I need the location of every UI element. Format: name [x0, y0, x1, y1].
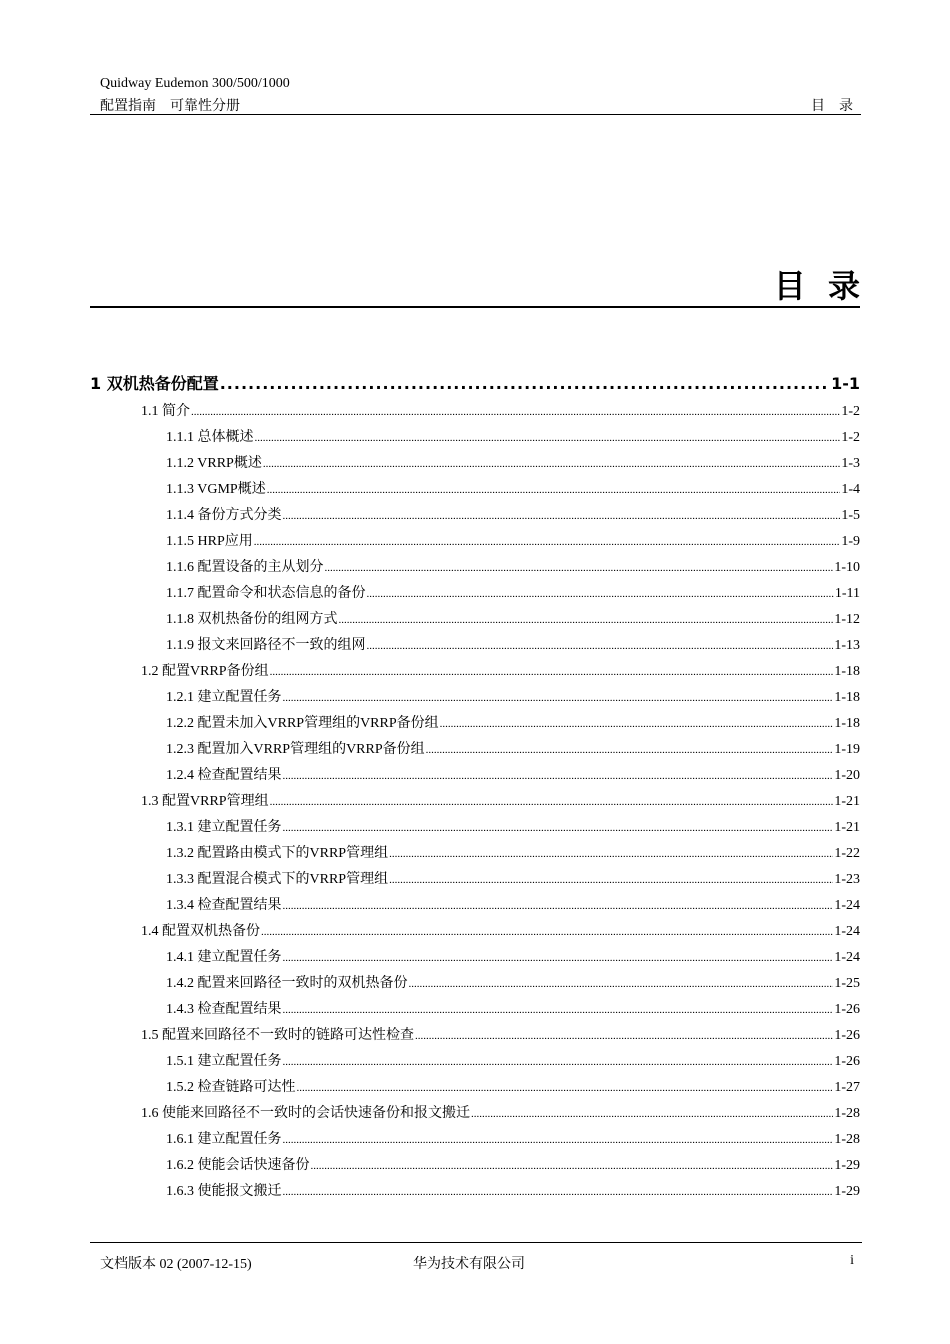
toc-entry[interactable]	[90, 399, 860, 425]
toc-entry-label: 1.1.5 HRP应用	[166, 534, 253, 549]
toc-entry[interactable]	[90, 1153, 860, 1179]
toc-dot-leader	[220, 369, 830, 399]
toc-entry[interactable]	[90, 1023, 860, 1049]
toc-entry-label: 1.4.3 检查配置结果	[166, 1002, 282, 1017]
toc-dot-leader	[270, 789, 834, 815]
toc-dot-leader	[255, 425, 841, 451]
toc-entry-page: 1-26	[834, 1002, 860, 1017]
page-header	[90, 74, 861, 115]
toc-entry-page: 1-27	[834, 1080, 860, 1095]
toc-entry-page: 1-18	[834, 690, 860, 705]
toc-entry-page: 1-12	[834, 612, 860, 627]
toc-entry-page: 1-24	[834, 924, 860, 939]
toc-entry-page: 1-9	[841, 534, 860, 549]
toc-entry[interactable]	[90, 789, 860, 815]
toc-entry[interactable]	[90, 555, 860, 581]
toc-entry-page: 1-21	[834, 820, 860, 835]
toc-dot-leader	[267, 477, 841, 503]
toc-dot-leader	[409, 971, 834, 997]
toc-entry[interactable]	[90, 893, 860, 919]
toc-entry-label: 1.1.9 报文来回路径不一致的组网	[166, 638, 366, 653]
toc-dot-leader	[283, 1179, 834, 1205]
page-number: i	[850, 1253, 854, 1268]
toc-entry-label: 1.1.2 VRRP概述	[166, 456, 262, 471]
toc-entry[interactable]	[90, 711, 860, 737]
toc-entry-page: 1-22	[834, 846, 860, 861]
toc-entry-label: 1.2.1 建立配置任务	[166, 690, 282, 705]
document-version: 文档版本 02 (2007-12-15)	[100, 1257, 252, 1272]
toc-dot-leader	[471, 1101, 833, 1127]
toc-dot-leader	[297, 1075, 834, 1101]
toc-entry-page: 1-28	[834, 1132, 860, 1147]
toc-entry-page: 1-10	[834, 560, 860, 575]
toc-entry-label: 1.4 配置双机热备份	[141, 924, 260, 939]
toc-entry-page: 1-4	[841, 482, 860, 497]
toc-dot-leader	[283, 1127, 834, 1153]
toc-entry[interactable]	[90, 971, 860, 997]
toc-entry-label: 1.1.7 配置命令和状态信息的备份	[166, 586, 366, 601]
toc-entry-label: 1.6 使能来回路径不一致时的会话快速备份和报文搬迁	[141, 1106, 470, 1121]
toc-entry-label: 1.4.1 建立配置任务	[166, 950, 282, 965]
toc-dot-leader	[389, 841, 833, 867]
toc-dot-leader	[263, 451, 841, 477]
toc-entry-page: 1-5	[841, 508, 860, 523]
toc-entry[interactable]	[90, 451, 860, 477]
toc-dot-leader	[283, 997, 834, 1023]
toc-dot-leader	[426, 737, 834, 763]
toc-entry-label: 1.4.2 配置来回路径一致时的双机热备份	[166, 976, 408, 991]
toc-entry-label: 1.3.3 配置混合模式下的VRRP管理组	[166, 872, 389, 887]
toc-entry-page: 1-18	[834, 664, 860, 679]
toc-entry-page: 1-21	[834, 794, 860, 809]
toc-entry[interactable]	[90, 503, 860, 529]
toc-entry-label: 1.6.2 使能会话快速备份	[166, 1158, 310, 1173]
toc-entry-label: 1.2.4 检查配置结果	[166, 768, 282, 783]
toc-entry-page: 1-29	[834, 1184, 860, 1199]
toc-entry-page: 1-26	[834, 1028, 860, 1043]
toc-entry-label: 1.1 简介	[141, 404, 190, 419]
manual-title: 配置指南 可靠性分册	[100, 99, 240, 114]
toc-entry-page: 1-18	[834, 716, 860, 731]
product-name: Quidway Eudemon 300/500/1000	[100, 76, 290, 91]
toc-dot-leader	[283, 1049, 834, 1075]
toc-entry[interactable]	[90, 1075, 860, 1101]
toc-entry-page: 1-3	[841, 456, 860, 471]
toc-entry-label: 1.6.3 使能报文搬迁	[166, 1184, 282, 1199]
toc-entry-label: 1.2 配置VRRP备份组	[141, 664, 269, 679]
toc-entry-page: 1-26	[834, 1054, 860, 1069]
toc-entry-page: 1-2	[841, 404, 860, 419]
toc-dot-leader	[254, 529, 841, 555]
toc-dot-leader	[339, 607, 834, 633]
page-title: 目 录	[90, 266, 860, 308]
toc-entry[interactable]	[90, 369, 860, 399]
toc-entry[interactable]	[90, 1179, 860, 1205]
toc-entry-label: 1.2.2 配置未加入VRRP管理组的VRRP备份组	[166, 716, 439, 731]
toc-entry-page: 1-11	[834, 586, 860, 601]
toc-dot-leader	[311, 1153, 834, 1179]
section-name: 目 录	[811, 99, 853, 114]
toc-entry[interactable]	[90, 607, 860, 633]
toc-entry-page: 1-20	[834, 768, 860, 783]
toc-dot-leader	[389, 867, 833, 893]
toc-dot-leader	[440, 711, 834, 737]
toc-entry-label: 1.1.8 双机热备份的组网方式	[166, 612, 338, 627]
toc-entry[interactable]	[90, 659, 860, 685]
toc-dot-leader	[325, 555, 834, 581]
toc-entry-page: 1-19	[834, 742, 860, 757]
toc-entry[interactable]	[90, 997, 860, 1023]
toc-entry-label: 1.6.1 建立配置任务	[166, 1132, 282, 1147]
toc-entry-label: 1.5 配置来回路径不一致时的链路可达性检查	[141, 1028, 414, 1043]
toc-entry[interactable]	[90, 919, 860, 945]
toc-entry-label: 1.3 配置VRRP管理组	[141, 794, 269, 809]
toc-entry[interactable]	[90, 425, 860, 451]
table-of-contents	[90, 369, 860, 1205]
toc-entry-page: 1-28	[834, 1106, 860, 1121]
toc-entry-label: 1 双机热备份配置	[90, 374, 219, 393]
toc-entry-label: 1.3.4 检查配置结果	[166, 898, 282, 913]
toc-entry[interactable]	[90, 841, 860, 867]
toc-entry-page: 1-2	[841, 430, 860, 445]
toc-entry-label: 1.1.1 总体概述	[166, 430, 254, 445]
toc-entry[interactable]	[90, 477, 860, 503]
toc-entry-label: 1.1.4 备份方式分类	[166, 508, 282, 523]
toc-entry[interactable]	[90, 763, 860, 789]
toc-dot-leader	[283, 685, 834, 711]
toc-entry-label: 1.2.3 配置加入VRRP管理组的VRRP备份组	[166, 742, 425, 757]
toc-entry[interactable]	[90, 867, 860, 893]
toc-entry-page: 1-25	[834, 976, 860, 991]
toc-dot-leader	[415, 1023, 833, 1049]
toc-entry-page: 1-23	[834, 872, 860, 887]
toc-dot-leader	[283, 503, 841, 529]
toc-entry[interactable]	[90, 1101, 860, 1127]
toc-entry[interactable]	[90, 529, 860, 555]
toc-entry-label: 1.3.2 配置路由模式下的VRRP管理组	[166, 846, 389, 861]
toc-entry[interactable]	[90, 737, 860, 763]
toc-dot-leader	[283, 893, 834, 919]
toc-dot-leader	[270, 659, 834, 685]
page-footer	[90, 1242, 862, 1283]
toc-entry-page: 1-13	[834, 638, 860, 653]
toc-entry[interactable]	[90, 945, 860, 971]
toc-entry[interactable]	[90, 1049, 860, 1075]
toc-dot-leader	[191, 399, 840, 425]
toc-entry-page: 1-29	[834, 1158, 860, 1173]
toc-entry-label: 1.5.1 建立配置任务	[166, 1054, 282, 1069]
toc-entry-label: 1.1.3 VGMP概述	[166, 482, 266, 497]
company-name: 华为技术有限公司	[413, 1257, 525, 1272]
toc-entry[interactable]	[90, 581, 860, 607]
toc-dot-leader	[367, 581, 834, 607]
toc-entry-label: 1.3.1 建立配置任务	[166, 820, 282, 835]
toc-dot-leader	[283, 763, 834, 789]
toc-dot-leader	[283, 945, 834, 971]
toc-dot-leader	[261, 919, 833, 945]
toc-entry-label: 1.5.2 检查链路可达性	[166, 1080, 296, 1095]
toc-entry[interactable]	[90, 815, 860, 841]
toc-dot-leader	[367, 633, 834, 659]
toc-entry[interactable]	[90, 633, 860, 659]
toc-entry-page: 1-24	[834, 898, 860, 913]
toc-dot-leader	[283, 815, 834, 841]
toc-entry-label: 1.1.6 配置设备的主从划分	[166, 560, 324, 575]
toc-entry-page: 1-24	[834, 950, 860, 965]
toc-entry[interactable]	[90, 1127, 860, 1153]
toc-entry-page: 1-1	[831, 374, 860, 393]
toc-entry[interactable]	[90, 685, 860, 711]
